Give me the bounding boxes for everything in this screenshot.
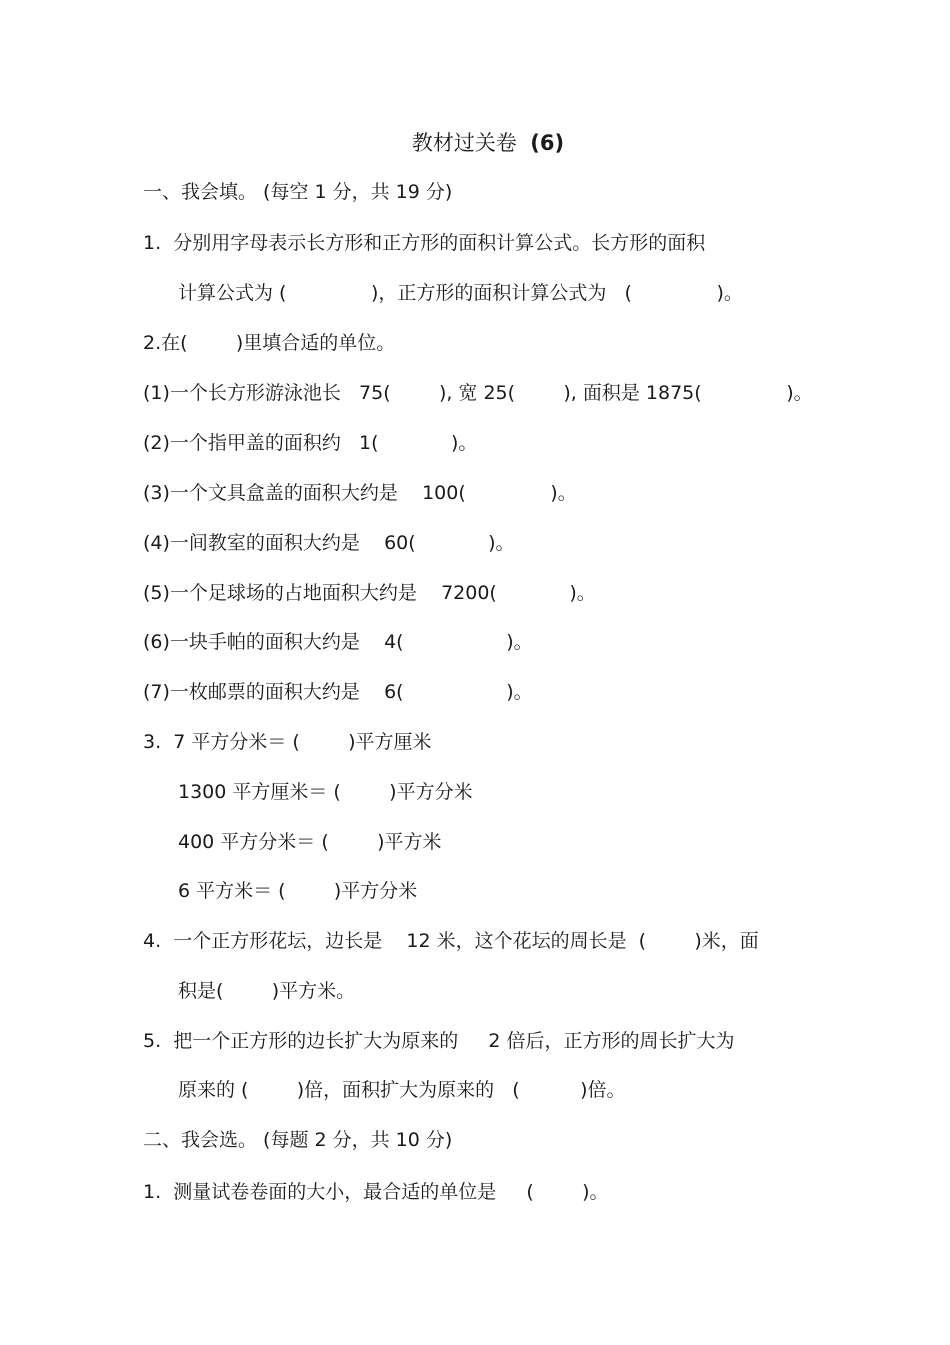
section-2-heading: 二、我会选。 (每题 2 分，共 10 分): [143, 1129, 453, 1151]
question-3-line-2: 1300 平方厘米＝ ( )平方分米: [178, 781, 473, 803]
section-2-question-1: 1. 测量试卷卷面的大小，最合适的单位是 ( )。: [143, 1181, 609, 1203]
question-2-item-2: (2)一个指甲盖的面积约 1( )。: [143, 432, 478, 454]
question-2-item-5: (5)一个足球场的占地面积大约是 7200( )。: [143, 582, 596, 604]
question-2-item-3: (3)一个文具盒盖的面积大约是 100( )。: [143, 482, 577, 504]
question-2-item-1: (1)一个长方形游泳池长 75( ), 宽 25( ), 面积是 1875( )。: [143, 382, 813, 404]
title-text: 教材过关卷: [411, 131, 517, 155]
question-5-line-2: 原来的 ( )倍，面积扩大为原来的 ( )倍。: [178, 1079, 626, 1101]
question-1-line-1: 1. 分别用字母表示长方形和正方形的面积计算公式。长方形的面积: [143, 232, 706, 254]
question-1-line-2: 计算公式为 ( )，正方形的面积计算公式为 ( )。: [178, 282, 743, 304]
question-3-line-4: 6 平方米＝ ( )平方分米: [178, 880, 418, 902]
question-3-line-3: 400 平方分米＝ ( )平方米: [178, 831, 442, 853]
question-5-line-1: 5. 把一个正方形的边长扩大为原来的 2 倍后，正方形的周长扩大为: [143, 1030, 735, 1052]
question-4-line-2: 积是( )平方米。: [178, 980, 356, 1002]
section-1-heading: 一、我会填。 (每空 1 分，共 19 分): [143, 181, 453, 203]
question-2-heading: 2.在( )里填合适的单位。: [143, 332, 396, 354]
question-2-item-4: (4)一间教室的面积大约是 60( )。: [143, 532, 515, 554]
question-4-line-1: 4. 一个正方形花坛，边长是 12 米，这个花坛的周长是 ( )米，面: [143, 930, 759, 952]
question-3-line-1: 3. 7 平方分米＝ ( )平方厘米: [143, 731, 432, 753]
page-title: [0, 130, 950, 156]
title-number: (6): [530, 131, 565, 155]
question-2-item-6: (6)一块手帕的面积大约是 4( )。: [143, 631, 533, 653]
question-2-item-7: (7)一枚邮票的面积大约是 6( )。: [143, 681, 533, 703]
